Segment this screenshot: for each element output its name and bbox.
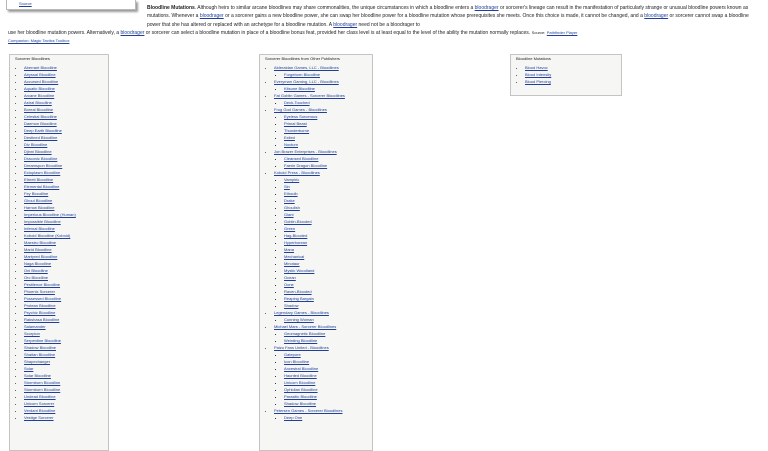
list-item (284, 260, 372, 267)
publisher-bloodline-list (274, 85, 372, 92)
mutation-list (511, 64, 621, 85)
list-item (284, 337, 372, 344)
bloodline-link[interactable]: Stormborn Bloodline (24, 387, 61, 392)
list-item (24, 239, 108, 246)
bloodline-link[interactable]: Orc Bloodline (24, 275, 49, 280)
bloodrager-link[interactable]: bloodrager (474, 5, 499, 11)
bloodline-link[interactable]: Kobold Bloodline (Kobold) (24, 233, 71, 238)
publisher-group (274, 344, 372, 407)
bloodline-link[interactable]: Ghoulish (284, 205, 300, 210)
bloodline-link[interactable]: Verdant Bloodline (24, 408, 56, 413)
list-item (284, 71, 372, 78)
sorcerer-bloodlines-panel (9, 54, 109, 451)
list-item (284, 239, 372, 246)
bloodline-link[interactable]: Imperious Bloodline (Human) (24, 212, 76, 217)
publisher-bloodline-list (274, 330, 372, 344)
bloodline-link[interactable]: Geomagnetic Bloodline (284, 331, 326, 336)
bloodline-link[interactable]: Unicorn Bloodline (284, 380, 316, 385)
list-item (24, 169, 108, 176)
list-item (284, 281, 372, 288)
list-item (284, 232, 372, 239)
publisher-link[interactable]: Jon Brazer Enterprises - Bloodlines (274, 149, 337, 154)
publisher-link[interactable]: Legendary Games - Bloodlines (274, 310, 329, 315)
list-item (24, 204, 108, 211)
bloodline-link[interactable]: Green (284, 226, 296, 231)
bloodline-link[interactable]: Ectoplasm Bloodline (24, 170, 61, 175)
bloodline-link[interactable]: Ocean (284, 275, 296, 280)
bloodrager-link[interactable]: bloodrager (120, 30, 145, 36)
bloodline-link[interactable]: Cleansed Bloodline (284, 156, 319, 161)
intro-paragraph (147, 4, 762, 29)
bloodline-link[interactable]: Solar (24, 366, 34, 371)
bloodline-link[interactable]: Shadow (284, 303, 299, 308)
list-item (24, 302, 108, 309)
list-item (24, 281, 108, 288)
bloodline-link[interactable]: Drake (284, 198, 295, 203)
bloodline-link[interactable]: Ethoulb (284, 191, 298, 196)
list-item (284, 134, 372, 141)
bloodline-link[interactable]: Possessed Bloodline (24, 296, 62, 301)
bloodline-link[interactable]: Primal Beast (284, 121, 307, 126)
list-item (525, 78, 621, 85)
list-item (284, 204, 372, 211)
list-item (24, 190, 108, 197)
bloodline-link[interactable]: Div Bloodline (24, 142, 48, 147)
bloodline-link[interactable]: Elemental Bloodline (24, 184, 60, 189)
list-item (24, 274, 108, 281)
publisher-bloodline-list (274, 71, 372, 78)
list-item (24, 162, 108, 169)
bloodline-link[interactable]: Vampiric (284, 177, 300, 182)
list-item (24, 253, 108, 260)
bloodline-link[interactable]: Daemon Bloodline (24, 121, 57, 126)
list-item (284, 190, 372, 197)
list-item (284, 295, 372, 302)
bloodline-link[interactable]: Shaitan Bloodline (24, 352, 56, 357)
bloodline-link[interactable]: Kitsune Bloodline (284, 86, 315, 91)
list-item (24, 197, 108, 204)
publisher-group (274, 78, 372, 92)
bloodline-link[interactable]: Nocturn (284, 142, 299, 147)
bloodline-mutations-panel (510, 54, 622, 96)
bloodline-link[interactable]: Aberrant Bloodline (24, 65, 57, 70)
publisher-group (274, 92, 372, 106)
list-item (24, 267, 108, 274)
list-item (24, 71, 108, 78)
list-item (24, 372, 108, 379)
bloodline-link[interactable]: Impossible Bloodline (24, 219, 61, 224)
list-item (24, 218, 108, 225)
list-item (284, 99, 372, 106)
publisher-group (274, 407, 372, 421)
list-item (24, 358, 108, 365)
list-item (24, 92, 108, 99)
list-item (24, 407, 108, 414)
bloodline-link[interactable]: Scorpion (24, 331, 40, 336)
list-item (24, 225, 108, 232)
bloodline-link[interactable]: Minotaur (284, 261, 300, 266)
bloodline-link[interactable]: Naga Bloodline (24, 261, 52, 266)
bloodline-link[interactable]: Deep Earth Bloodline (24, 128, 62, 133)
list-item (284, 414, 372, 421)
bloodline-link[interactable]: Ophidian Bloodline (284, 387, 318, 392)
list-item (284, 183, 372, 190)
bloodline-link[interactable]: Raven-Blooded (284, 289, 312, 294)
list-item (284, 274, 372, 281)
publisher-group (274, 106, 372, 148)
bloodline-link[interactable]: Weirding Bloodline (284, 338, 318, 343)
bloodline-link[interactable]: Undead Bloodline (24, 394, 56, 399)
intro-text: . Although heirs to similar arcane bloodlines may share commonalities, the unique circumstances in which a bloodline enters a (194, 5, 475, 11)
bloodline-link[interactable]: Exiled (284, 135, 295, 140)
publisher-link[interactable]: Paizo Fans United - Bloodlines (274, 345, 329, 350)
bloodline-link[interactable]: Mana (284, 247, 295, 252)
publisher-link[interactable]: Fat Goblin Games - Sorcerer Bloodlines (274, 93, 345, 98)
publisher-link[interactable]: Everyman Gaming, LLC - Bloodlines (274, 79, 339, 84)
publisher-link[interactable]: Frog God Games - Bloodlines (274, 107, 327, 112)
list-item (24, 141, 108, 148)
list-item (24, 393, 108, 400)
publisher-group (274, 323, 372, 344)
list-item (24, 85, 108, 92)
bloodline-link[interactable]: Mechanical (284, 254, 305, 259)
intro-text: or sorcerer can select a bloodline mutation in place of a bloodline bonus feat, provided her class level is at least equal to the level of the ability the mutation normally replaces. (144, 30, 532, 36)
list-item (24, 295, 108, 302)
bloodline-link[interactable]: Vestige Sorcerer (24, 415, 54, 420)
bloodline-link[interactable]: Shadow Bloodline (284, 401, 317, 406)
bloodrager-link[interactable]: bloodrager (199, 13, 224, 20)
list-item (525, 64, 621, 71)
bloodline-link[interactable]: Ancestral Bloodline (284, 366, 319, 371)
bloodline-link[interactable]: Infernal Bloodline (24, 226, 55, 231)
list-item (284, 120, 372, 127)
source-label: Source: (531, 30, 546, 35)
bloodline-link[interactable]: Maestro Bloodline (24, 240, 57, 245)
list-item (24, 386, 108, 393)
bloodline-link[interactable]: Protean Bloodline (24, 303, 56, 308)
publisher-bloodline-list (274, 176, 372, 309)
intro-paragraph-continued (8, 29, 763, 46)
list-item (284, 330, 372, 337)
bloodline-link[interactable]: Salamander (24, 324, 46, 329)
publisher-bloodline-list (274, 155, 372, 169)
list-item (24, 330, 108, 337)
list-item (24, 211, 108, 218)
bloodline-link[interactable]: Mystic Woodland (284, 268, 315, 273)
bloodline-link[interactable]: Celestial Bloodline (24, 114, 57, 119)
list-item (24, 316, 108, 323)
bloodline-link[interactable]: Psychic Bloodline (24, 310, 56, 315)
list-item (24, 246, 108, 253)
intro-text: or sorcerer cannot swap a bloodline power that she has altered or replaced with an archetype for a bloodline mutation. A (147, 13, 749, 28)
list-item (24, 400, 108, 407)
list-item (24, 414, 108, 421)
list-item (284, 211, 372, 218)
list-item (24, 309, 108, 316)
bloodline-link[interactable]: Stormborn Bloodline (24, 380, 61, 385)
list-item (284, 379, 372, 386)
list-item (24, 106, 108, 113)
bloodline-link[interactable]: Blood Intensity (525, 72, 552, 77)
list-item (284, 386, 372, 393)
panel-title: Sorcerer Bloodlines (15, 56, 50, 61)
top-source-box (6, 0, 136, 10)
bloodrager-link[interactable]: bloodrager (333, 21, 358, 28)
list-item (24, 260, 108, 267)
publisher-group (274, 64, 372, 78)
publisher-bloodline-list (274, 351, 372, 407)
bloodline-link[interactable]: Pestilence Bloodline (24, 282, 61, 287)
bloodline-link[interactable]: Harrow Bloodline (24, 205, 55, 210)
bloodline-link[interactable]: Abyssal Bloodline (24, 72, 56, 77)
bloodrager-link[interactable]: bloodrager (644, 13, 669, 20)
bloodline-link[interactable]: Deck-Touched (284, 100, 310, 105)
list-item (284, 365, 372, 372)
bloodline-link[interactable]: Marid Bloodline (24, 247, 52, 252)
list-item (24, 113, 108, 120)
bloodline-link[interactable]: Hyperborean (284, 240, 308, 245)
list-item (24, 99, 108, 106)
list-item (284, 127, 372, 134)
bloodline-link[interactable]: Sin (284, 184, 290, 189)
bloodline-link[interactable]: Oni Bloodline (24, 268, 48, 273)
list-item (284, 218, 372, 225)
bloodline-link[interactable]: Goblin-Blooded (284, 219, 312, 224)
bloodline-link[interactable]: Forgeborn Bloodline (284, 72, 321, 77)
list-item (284, 351, 372, 358)
list-item (284, 225, 372, 232)
list-item (24, 379, 108, 386)
intro-text: or a sorcerer gains a new bloodline power, she can swap her bloodline power for a bloodline mutation whose prerequisites she meets. Once this choice is made, it cannot be changed, and a (223, 13, 645, 20)
bloodline-link[interactable]: Gatepore (284, 352, 301, 357)
bloodline-link[interactable]: Ghoul Bloodline (24, 198, 53, 203)
list-item (284, 197, 372, 204)
list-item (24, 183, 108, 190)
bloodline-link[interactable]: Blood Havoc (525, 65, 548, 70)
bloodline-link[interactable]: Hag-Blooded (284, 233, 308, 238)
bloodline-link[interactable]: Cunning Woman (284, 317, 314, 322)
bloodline-link[interactable]: Unicorn Sorcerer (24, 401, 55, 406)
list-item (284, 316, 372, 323)
bloodline-link[interactable]: Martyred Bloodline (24, 254, 58, 259)
list-item (284, 155, 372, 162)
bloodline-link[interactable]: Parasitic Bloodline (284, 394, 317, 399)
list-item (284, 400, 372, 407)
list-item (24, 344, 108, 351)
bloodline-link[interactable]: Blood Piercing (525, 79, 551, 84)
list-item (24, 148, 108, 155)
bloodline-link[interactable]: Reaping Bargain (284, 296, 314, 301)
intro-text: or sorcerer's lineage can result in the manifestation of particularly strange or unusual bloodline powers known as mutations. Whenever a (147, 5, 749, 20)
intro-text: need not be a bloodrager to (357, 21, 420, 28)
bloodline-link[interactable]: Rakshasa Bloodline (24, 317, 60, 322)
list-item (284, 162, 372, 169)
bloodline-link[interactable]: Boreal Bloodline (24, 107, 54, 112)
list-item (525, 71, 621, 78)
list-item (24, 337, 108, 344)
bloodline-link[interactable]: Deep One (284, 415, 303, 420)
list-item (284, 288, 372, 295)
list-item (284, 176, 372, 183)
publisher-bloodline-list (274, 414, 372, 421)
bloodline-link[interactable]: Astral Bloodline (24, 100, 52, 105)
bloodline-link[interactable]: Haunted Bloodline (284, 373, 317, 378)
list-item (284, 141, 372, 148)
bloodline-link[interactable]: Oone (284, 282, 294, 287)
publisher-link[interactable]: Kobold Press - Bloodlines (274, 170, 320, 175)
publisher-group (274, 148, 372, 169)
publisher-bloodline-list (274, 113, 372, 148)
publisher-group (274, 169, 372, 309)
list-item (24, 323, 108, 330)
list-item (284, 113, 372, 120)
list-item (24, 365, 108, 372)
bloodline-link[interactable]: Faerie Dragon Bloodline (284, 163, 328, 168)
panel-title: Bloodline Mutations (516, 56, 551, 61)
bloodline-link[interactable]: Destined Bloodline (24, 135, 58, 140)
publisher-link[interactable]: Petersen Games - Sorcerer Bloodlines (274, 408, 343, 413)
list-item (24, 155, 108, 162)
bloodline-link[interactable]: Eyeless Sorcerous (284, 114, 318, 119)
bloodline-link[interactable]: Shadow Bloodline (24, 345, 57, 350)
list-item (24, 288, 108, 295)
bloodline-link[interactable]: Solar Bloodline (24, 373, 51, 378)
list-item (284, 85, 372, 92)
list-item (24, 78, 108, 85)
bloodline-link[interactable]: Fey Bloodline (24, 191, 49, 196)
list-item (24, 134, 108, 141)
source-link[interactable]: Companion: Magic Tactics Toolbox (8, 38, 70, 44)
bloodline-link[interactable]: Aquatic Bloodline (24, 86, 55, 91)
intro-text: use her bloodline mutation powers. Alternatively, a (8, 30, 121, 36)
intro-title: Bloodline Mutations (147, 5, 195, 11)
list-item (284, 358, 372, 365)
list-item (24, 232, 108, 239)
list-item (24, 176, 108, 183)
bloodline-link[interactable]: Shapechanger (24, 359, 51, 364)
list-item (24, 127, 108, 134)
bloodline-link[interactable]: Accursed Bloodline (24, 79, 59, 84)
publisher-bloodline-list (274, 99, 372, 106)
publisher-list (260, 64, 372, 421)
bloodline-link[interactable]: Draconic Bloodline (24, 156, 58, 161)
bloodline-link[interactable]: Serpentine Bloodline (24, 338, 61, 343)
publisher-bloodline-list (274, 316, 372, 323)
bloodline-link[interactable]: Thunderborne (284, 128, 310, 133)
bloodline-list (10, 64, 108, 421)
list-item (284, 246, 372, 253)
bloodline-link[interactable]: Djinni Bloodline (24, 149, 52, 154)
list-item (24, 351, 108, 358)
bloodline-link[interactable]: Dreamspun Bloodline (24, 163, 63, 168)
source-link[interactable]: Pathfinder Player (546, 30, 578, 35)
publisher-group (274, 309, 372, 323)
list-item (24, 120, 108, 127)
bloodline-link[interactable]: Icon Bloodline (284, 359, 310, 364)
publisher-link[interactable]: Alderaldan Games, LLC - Bloodlines (274, 65, 339, 70)
list-item (284, 267, 372, 274)
bloodline-link[interactable]: Efreeti Bloodline (24, 177, 54, 182)
list-item (284, 393, 372, 400)
bloodline-link[interactable]: Arcane Bloodline (24, 93, 55, 98)
panel-title: Sorcerer Bloodlines from Other Publishers (265, 56, 340, 61)
bloodline-link[interactable]: Giant (284, 212, 294, 217)
bloodline-link[interactable]: Phoenix Sorcerer (24, 289, 55, 294)
top-source-link[interactable]: Source (19, 1, 32, 6)
list-item (24, 64, 108, 71)
list-item (284, 253, 372, 260)
other-publishers-panel (259, 54, 373, 451)
publisher-link[interactable]: Michael Mars - Sorcerer Bloodlines (274, 324, 337, 329)
list-item (284, 372, 372, 379)
list-item (284, 302, 372, 309)
